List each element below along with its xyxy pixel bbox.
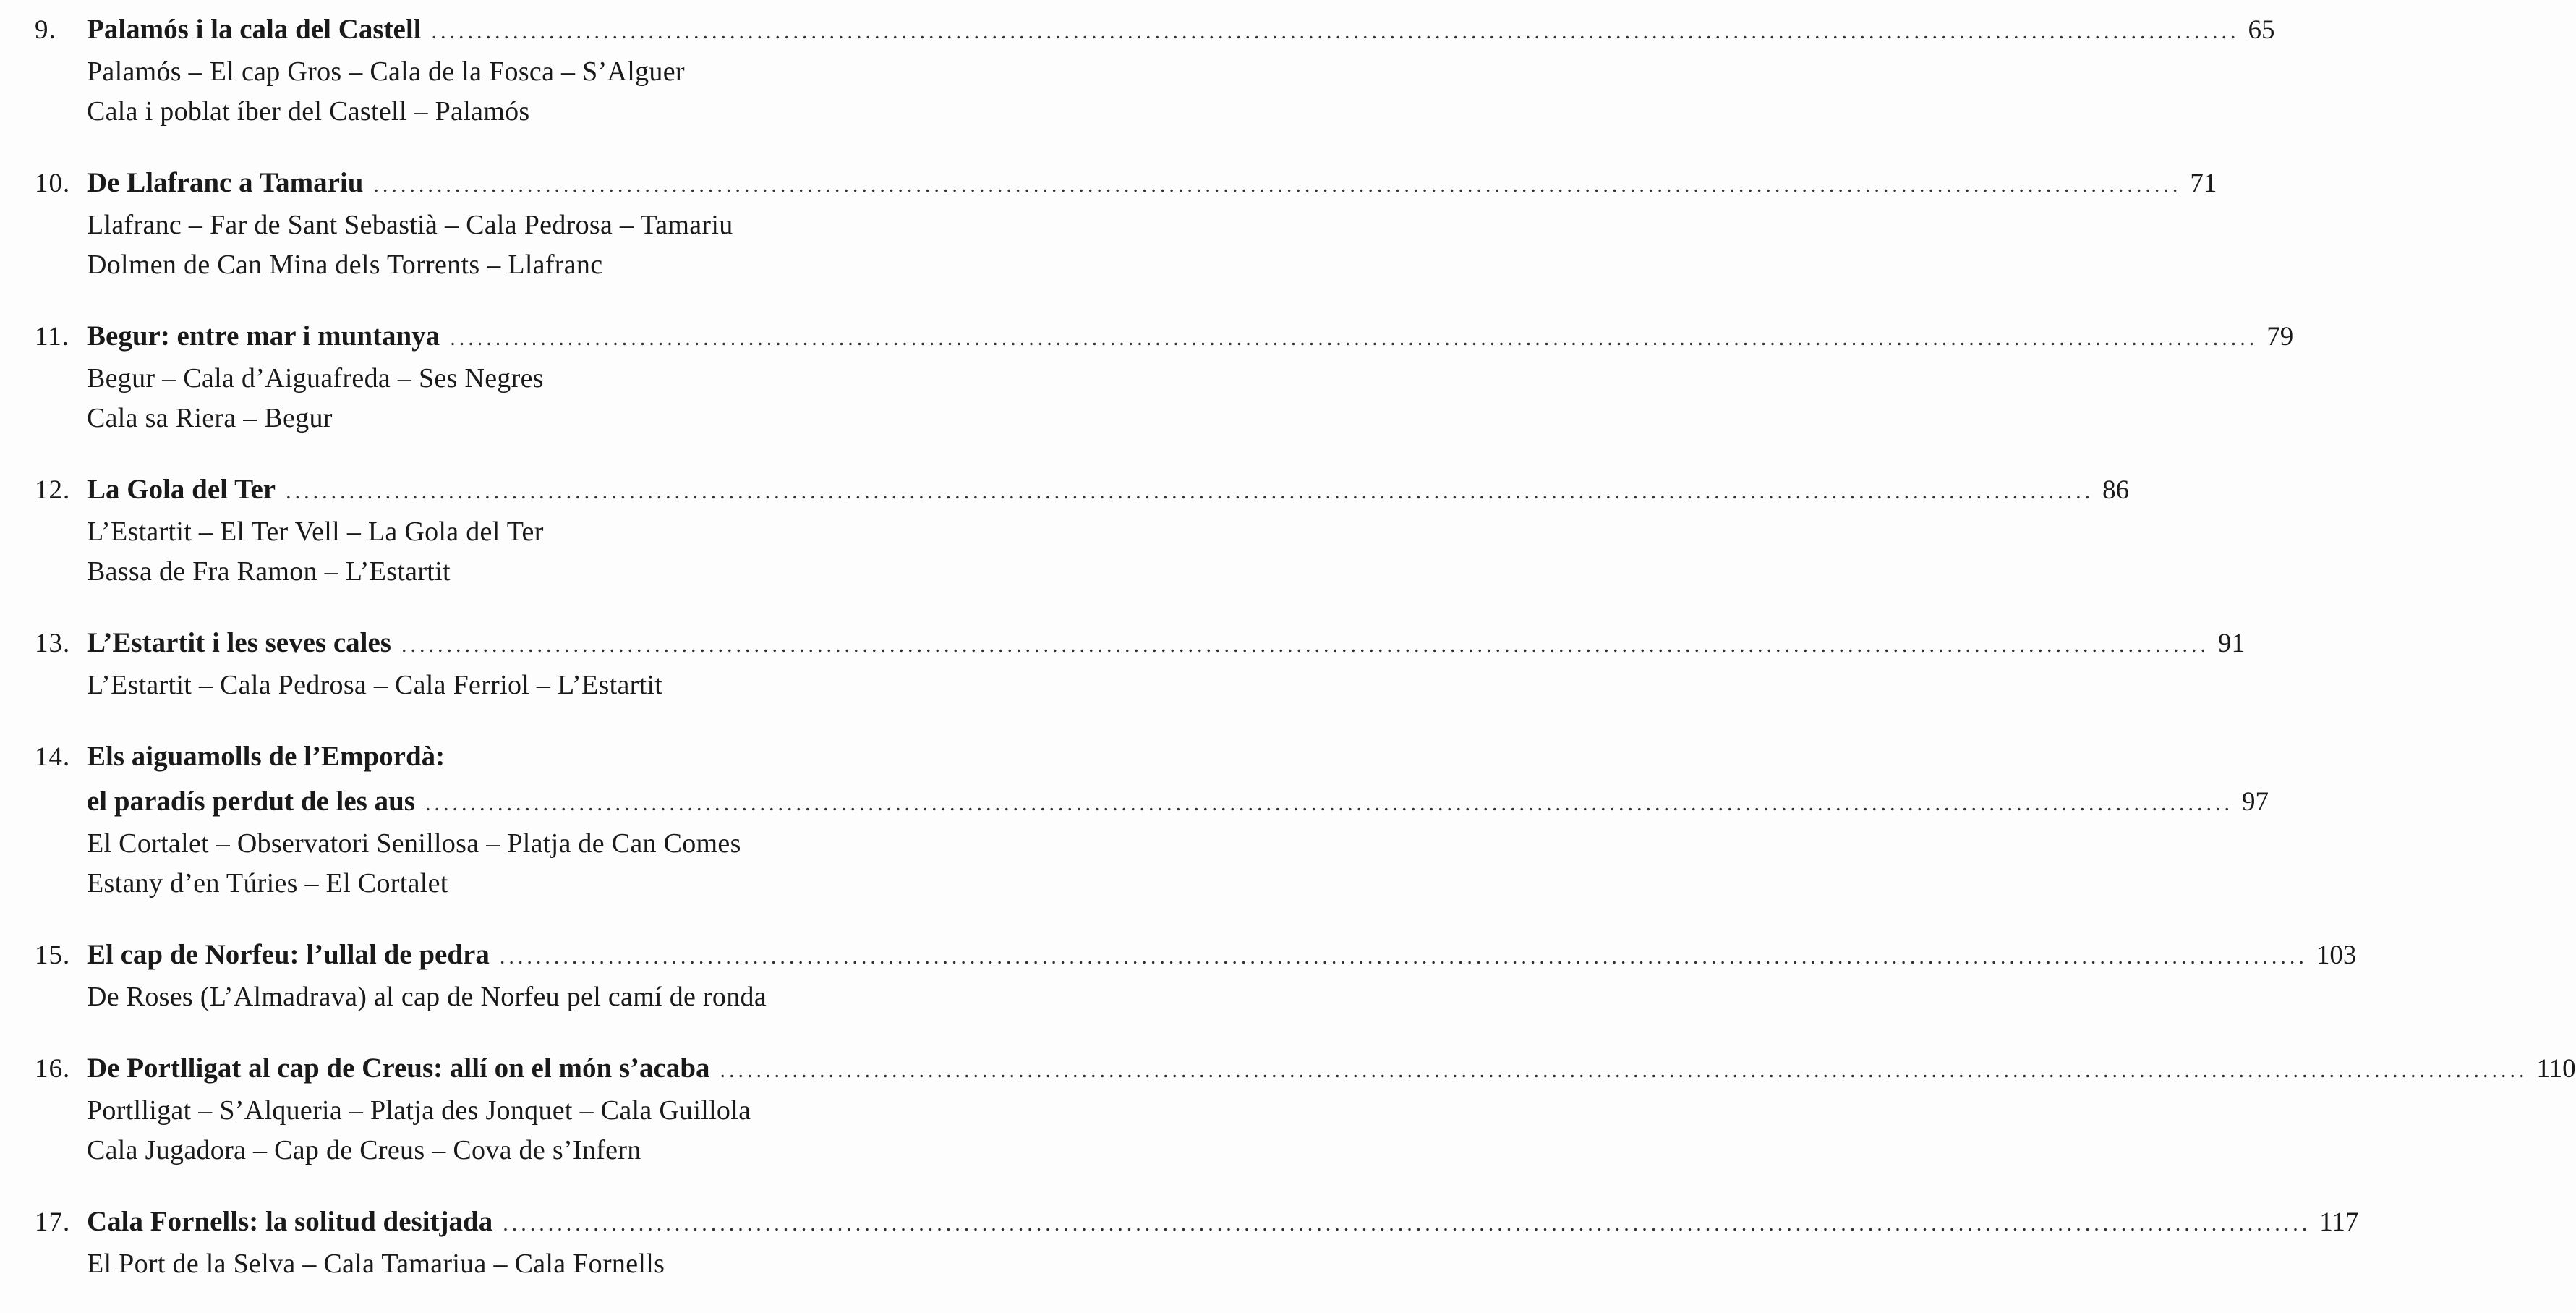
toc-entry bbox=[35, 932, 2357, 1017]
entry-title: El cap de Norfeu: l’ullal de pedra bbox=[87, 939, 490, 970]
toc-entry bbox=[35, 467, 2130, 592]
entry-route: Palamós – El cap Gros – Cala de la Fosca – S’Alguer bbox=[87, 56, 685, 87]
dot-leader: ........................................................................................................................................................................................................ bbox=[286, 480, 2094, 503]
entry-number: 11. bbox=[35, 322, 69, 352]
entry-route: Estany d’en Túries – El Cortalet bbox=[87, 868, 448, 898]
entry-title-row bbox=[35, 467, 2130, 512]
entry-page-number: 65 bbox=[2248, 15, 2275, 45]
entry-title-row bbox=[35, 932, 2357, 977]
entry-page-number: 97 bbox=[2241, 787, 2269, 817]
entry-route: Begur – Cala d’Aiguafreda – Ses Negres bbox=[87, 363, 544, 394]
entry-title-row bbox=[35, 621, 2245, 666]
entry-title: Palamós i la cala del Castell bbox=[87, 14, 422, 45]
entry-page-number: 71 bbox=[2190, 169, 2217, 198]
entry-number: 14. bbox=[35, 742, 71, 772]
toc-entry bbox=[35, 621, 2245, 705]
entry-route: Cala Jugadora – Cap de Creus – Cova de s’Infern bbox=[87, 1135, 641, 1165]
entry-route: Bassa de Fra Ramon – L’Estartit bbox=[87, 556, 451, 587]
toc-entry bbox=[35, 7, 2275, 132]
entry-route: De Roses (L’Almadrava) al cap de Norfeu pel camí de ronda bbox=[87, 982, 767, 1012]
entry-title-row bbox=[35, 161, 2217, 205]
entry-title-row bbox=[35, 779, 2269, 824]
entry-title-row bbox=[35, 7, 2275, 52]
entry-title: La Gola del Ter bbox=[87, 474, 276, 505]
dot-leader: ........................................................................................................................................................................................................ bbox=[373, 173, 2182, 197]
entry-page-number: 86 bbox=[2102, 475, 2130, 505]
entry-page-number: 103 bbox=[2316, 940, 2357, 970]
entry-title: el paradís perdut de les aus bbox=[87, 786, 415, 817]
entry-title: Begur: entre mar i muntanya bbox=[87, 320, 440, 352]
entry-route: El Cortalet – Observatori Senillosa – Platja de Can Comes bbox=[87, 828, 741, 859]
entry-page-number: 79 bbox=[2266, 322, 2294, 352]
entry-route: Portlligat – S’Alqueria – Platja des Jonquet – Cala Guillola bbox=[87, 1095, 751, 1126]
dot-leader: ........................................................................................................................................................................................................ bbox=[499, 945, 2308, 969]
entry-title: De Llafranc a Tamariu bbox=[87, 167, 364, 198]
entry-title: De Portlligat al cap de Creus: allí on el món s’acaba bbox=[87, 1053, 710, 1084]
toc-entry bbox=[35, 314, 2294, 438]
entry-title: Els aiguamolls de l’Empordà: bbox=[87, 741, 445, 772]
entry-title: L’Estartit i les seves cales bbox=[87, 627, 391, 658]
entry-page-number: 117 bbox=[2319, 1207, 2359, 1237]
entry-route: L’Estartit – Cala Pedrosa – Cala Ferriol – L’Estartit bbox=[87, 670, 663, 700]
entry-title-row bbox=[35, 314, 2294, 359]
entry-number: 16. bbox=[35, 1054, 71, 1084]
entry-page-number: 110 bbox=[2536, 1054, 2576, 1084]
dot-leader: ........................................................................................................................................................................................................ bbox=[425, 791, 2233, 815]
entry-number: 15. bbox=[35, 940, 71, 970]
dot-leader: ........................................................................................................................................................................................................ bbox=[401, 633, 2209, 657]
dot-leader: ........................................................................................................................................................................................................ bbox=[503, 1212, 2311, 1236]
entry-number: 10. bbox=[35, 169, 71, 198]
entry-route: El Port de la Selva – Cala Tamariua – Cala Fornells bbox=[87, 1249, 665, 1279]
entry-route: Dolmen de Can Mina dels Torrents – Llafranc bbox=[87, 250, 603, 280]
entry-title-row bbox=[35, 1046, 2576, 1091]
entry-route: L’Estartit – El Ter Vell – La Gola del Ter bbox=[87, 517, 544, 547]
entry-number: 9. bbox=[35, 15, 56, 45]
entry-route: Cala i poblat íber del Castell – Palamós bbox=[87, 96, 530, 127]
toc-entry bbox=[35, 1199, 2359, 1284]
entry-number: 12. bbox=[35, 475, 71, 505]
toc-entry bbox=[35, 734, 2269, 904]
entry-title: Cala Fornells: la solitud desitjada bbox=[87, 1206, 493, 1237]
entry-page-number: 91 bbox=[2217, 629, 2245, 658]
entry-title-row bbox=[35, 734, 978, 779]
dot-leader: ........................................................................................................................................................................................................ bbox=[450, 326, 2259, 350]
entry-route: Cala sa Riera – Begur bbox=[87, 403, 333, 433]
entry-title-row bbox=[35, 1199, 2359, 1244]
entry-number: 13. bbox=[35, 629, 71, 658]
entry-number: 17. bbox=[35, 1207, 71, 1237]
entry-route: Llafranc – Far de Sant Sebastià – Cala Pedrosa – Tamariu bbox=[87, 210, 733, 240]
dot-leader: ........................................................................................................................................................................................................ bbox=[431, 20, 2240, 43]
dot-leader: ........................................................................................................................................................................................................ bbox=[720, 1058, 2528, 1082]
toc-entry bbox=[35, 161, 2217, 285]
toc-entry bbox=[35, 1046, 2576, 1170]
toc-list bbox=[35, 7, 2576, 1313]
